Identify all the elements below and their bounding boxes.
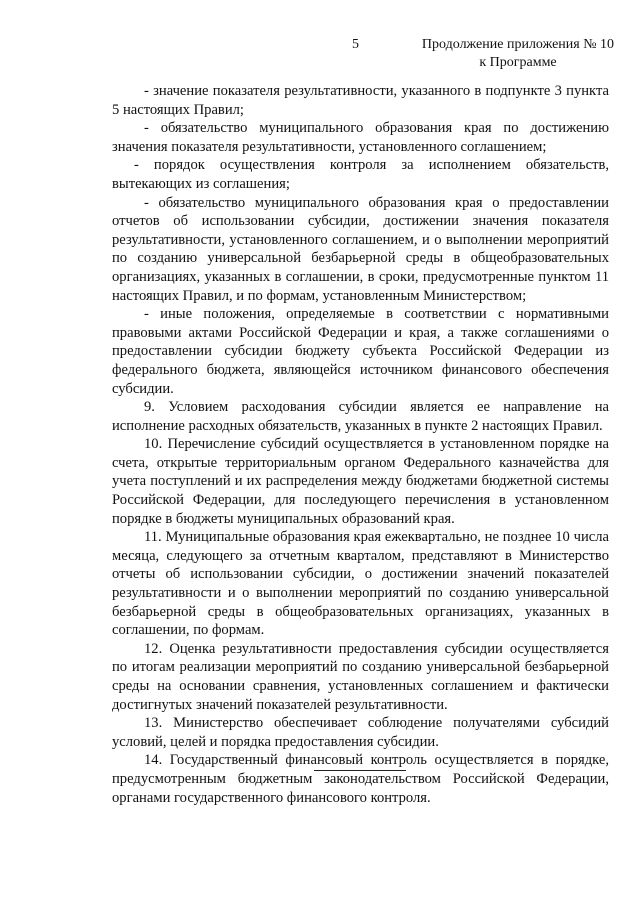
appendix-note-line-2: к Программе — [479, 55, 557, 70]
appendix-note-line-1: Продолжение приложения № 10 — [421, 37, 615, 52]
clause-12: 12. Оценка результативности предоставления субсидии осуществляется по итогам реализации мероприятий по созданию универсальной безбарьерной среды на основании сравнения, установленных соглашением и фактически достигнутых значений показателей результативности. — [112, 640, 609, 713]
clause-14: 14. Государственный финансовый контроль осуществляется в порядке, предусмотренным бюджетным законодательством Российской Федерации, органами государственного финансового контроля. — [112, 752, 609, 806]
clause-10: 10. Перечисление субсидий осуществляется в установленном порядке на счета, открытые территориальным органом Федерального казначейства для учета поступлений и их распределения между бюджетами бюджетной системы Российской Федерации, для последующего перечисления в установленном порядке в бюджеты муниципальных образований края. — [112, 436, 609, 527]
list-item-reporting-obligation: - обязательство муниципального образования края о предоставлении отчетов об использовании субсидии, достижении значения показателя результативности, установленного соглашением, и о выполнении мероприятий по созданию универсальной безбарьерной среды в общеобразовательных организациях, указанных в соглашении, в сроки, предусмотренные пунктом 11 настоящих Правил, и по формам, установленным Министерством; — [112, 194, 609, 304]
document-body — [112, 82, 609, 807]
list-item-other-provisions: - иные положения, определяемые в соответствии с нормативными правовыми актами Российской Федерации и края, а также соглашениями о предоставлении субсидии бюджету субъекта Российской Федерации из федерального бюджета, являющейся источником финансового обеспечения субсидии. — [112, 306, 609, 397]
page-number: 5 — [352, 37, 359, 52]
clause-11: 11. Муниципальные образования края ежеквартально, не позднее 10 числа месяца, следующего за отчетным кварталом, представляют в Министерство отчеты об использовании субсидии, о достижении значений показателей результативности и о выполнении мероприятий по созданию универсальной безбарьерной среды в общеобразовательных организациях, указанных в соглашении, по формам. — [112, 529, 609, 639]
end-divider — [314, 770, 406, 771]
clause-13: 13. Министерство обеспечивает соблюдение получателями субсидий условий, целей и порядка предоставления субсидии. — [112, 715, 609, 750]
list-item-obligation-indicator: - обязательство муниципального образования края по достижению значения показателя результативности, установленного соглашением; — [112, 120, 609, 155]
list-item-indicator-value: - значение показателя результативности, указанного в подпункте 3 пункта 5 настоящих Правил; — [112, 83, 609, 118]
clause-9: 9. Условием расходования субсидии является ее направление на исполнение расходных обязательств, указанных в пункте 2 настоящих Правил. — [112, 399, 609, 434]
appendix-note — [418, 36, 618, 72]
list-item-control-procedure: - порядок осуществления контроля за исполнением обязательств, вытекающих из соглашения; — [112, 157, 609, 192]
